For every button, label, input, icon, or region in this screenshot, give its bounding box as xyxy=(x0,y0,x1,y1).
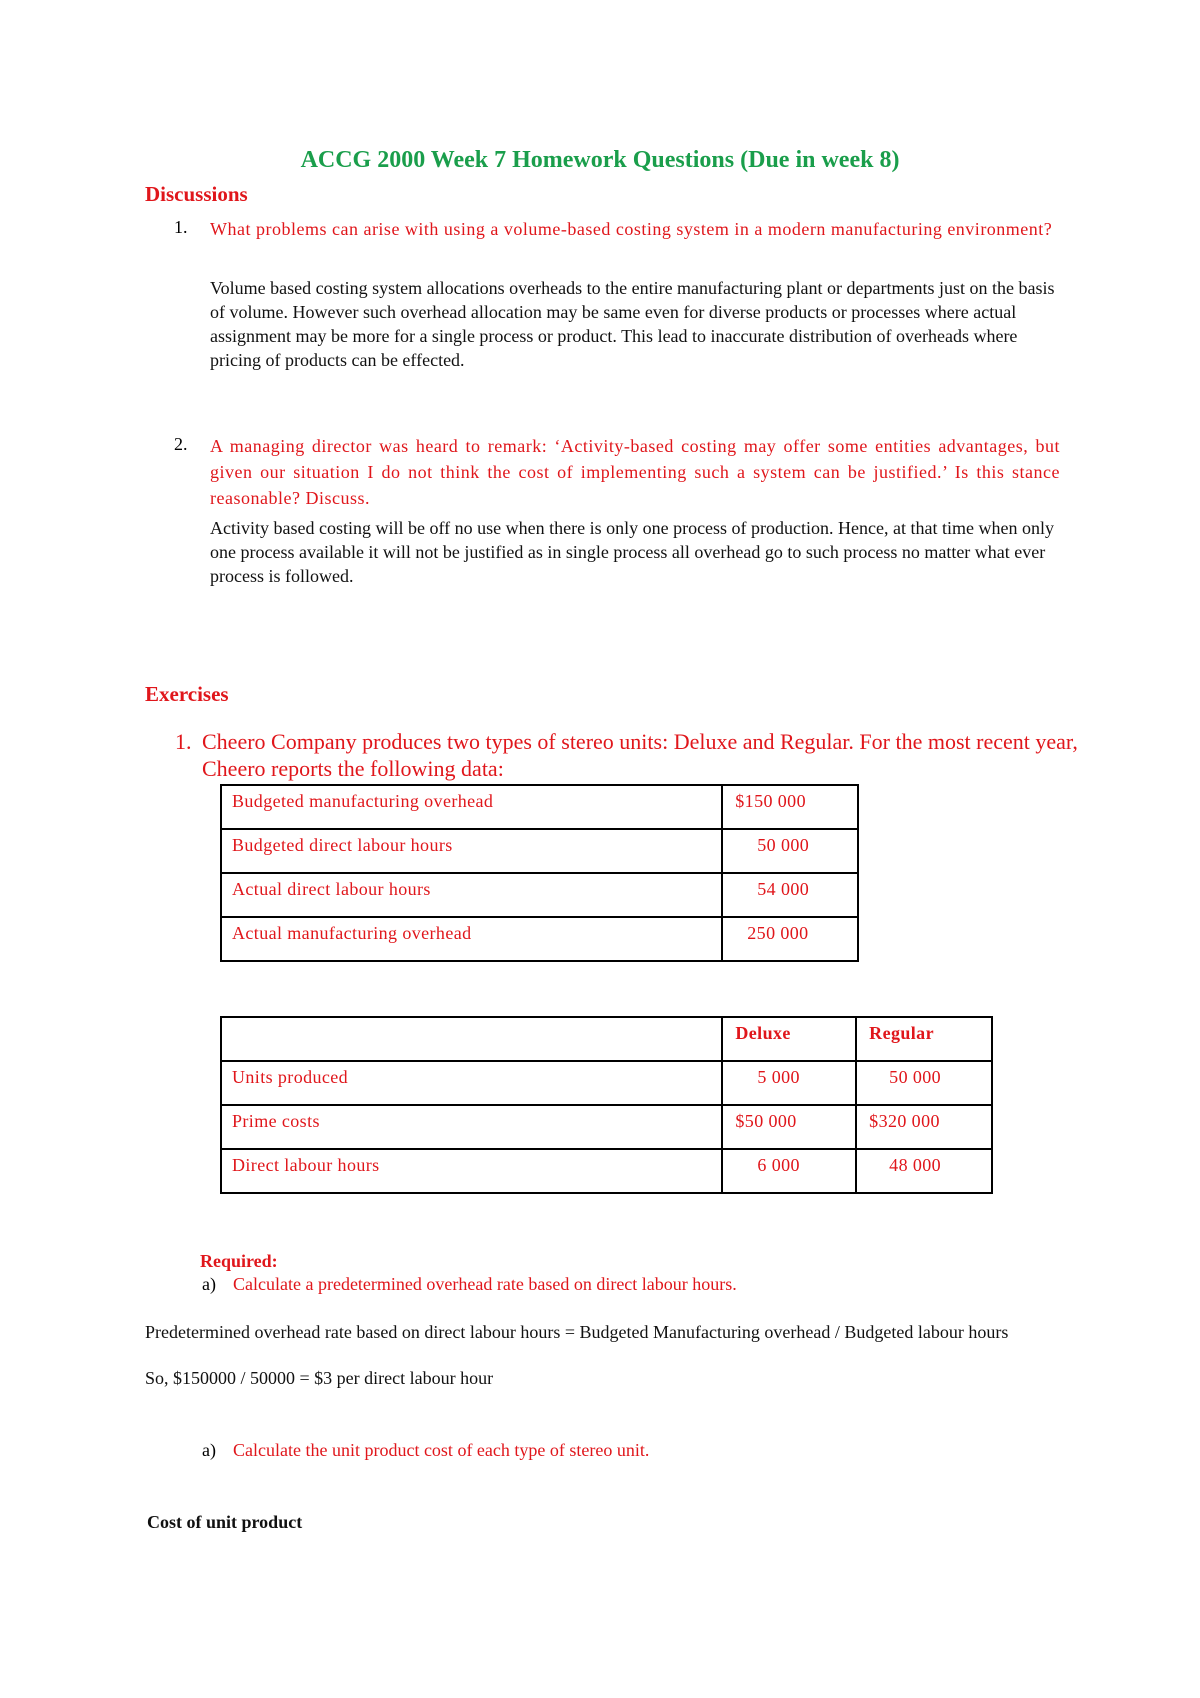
table-row xyxy=(221,1105,992,1149)
exercise-1-text: Cheero Company produces two types of stereo units: Deluxe and Regular. For the most recent year, Cheero reports the following data: xyxy=(202,729,1078,781)
discussion-1-answer: Volume based costing system allocations overheads to the entire manufacturing plant or departments just on the basis of volume. However such overhead allocation may be same even for diverse products or processes where actual assignment may be more for a single process or product. This lead to inaccurate distribution of overheads where pricing of products can be effected. xyxy=(210,278,1055,370)
document-title: ACCG 2000 Week 7 Homework Questions (Due in week 8) xyxy=(300,147,900,173)
table-row xyxy=(221,917,858,961)
table-cell-regular: 50 000 xyxy=(856,1061,992,1105)
table-cell-value: 54 000 xyxy=(722,873,858,917)
product-data-table xyxy=(220,1016,993,1194)
table-cell-label: Units produced xyxy=(221,1061,722,1105)
part-a-label: a) xyxy=(202,1274,216,1294)
table-cell-label: Actual manufacturing overhead xyxy=(221,917,722,961)
required-label: Required: xyxy=(200,1251,278,1271)
table-header-regular: Regular xyxy=(856,1017,992,1061)
table-cell-deluxe: 5 000 xyxy=(722,1061,856,1105)
table-cell-value: $150 000 xyxy=(722,785,858,829)
discussion-2-question: A managing director was heard to remark: ‘Activity-based costing may offer some entities advantages, but given our situation I do not think the cost of implementing such a system can be justified.’ Is this stance reasonable? Discuss. xyxy=(210,436,1060,508)
table-row xyxy=(221,873,858,917)
discussion-1-number: 1. xyxy=(174,217,188,237)
table-header-cell xyxy=(221,1017,722,1061)
table-cell-regular: 48 000 xyxy=(856,1149,992,1193)
table-cell-label: Prime costs xyxy=(221,1105,722,1149)
table-cell-label: Budgeted manufacturing overhead xyxy=(221,785,722,829)
discussion-2-number: 2. xyxy=(174,434,188,454)
discussions-heading: Discussions xyxy=(145,182,248,206)
table-cell-regular: $320 000 xyxy=(856,1105,992,1149)
part-b-text: Calculate the unit product cost of each type of stereo unit. xyxy=(233,1440,650,1460)
overhead-data-table xyxy=(220,784,859,962)
discussion-1-question: What problems can arise with using a volume-based costing system in a modern manufacturing environment? xyxy=(210,219,1053,239)
table-cell-deluxe: 6 000 xyxy=(722,1149,856,1193)
table-cell-label: Actual direct labour hours xyxy=(221,873,722,917)
table-cell-label: Direct labour hours xyxy=(221,1149,722,1193)
table-row xyxy=(221,1149,992,1193)
table-cell-value: 50 000 xyxy=(722,829,858,873)
table-header-row xyxy=(221,1017,992,1061)
cost-of-unit-product-heading: Cost of unit product xyxy=(147,1512,303,1532)
table-row xyxy=(221,829,858,873)
table-row xyxy=(221,1061,992,1105)
exercise-1-number: 1. xyxy=(175,729,192,754)
discussion-2-answer: Activity based costing will be off no use when there is only one process of production. Hence, at that time when only one process available it will not be justified as in single process all overhead go to such process no matter what ever process is followed. xyxy=(210,518,1054,586)
table-cell-label: Budgeted direct labour hours xyxy=(221,829,722,873)
table-cell-value: 250 000 xyxy=(722,917,858,961)
calculation-result: So, $150000 / 50000 = $3 per direct labour hour xyxy=(145,1368,494,1388)
exercises-heading: Exercises xyxy=(145,682,229,706)
calculation-formula: Predetermined overhead rate based on direct labour hours = Budgeted Manufacturing overhead / Budgeted labour hours xyxy=(145,1322,1009,1342)
table-header-deluxe: Deluxe xyxy=(722,1017,856,1061)
part-a-text: Calculate a predetermined overhead rate based on direct labour hours. xyxy=(233,1274,737,1294)
table-row xyxy=(221,785,858,829)
part-b-label: a) xyxy=(202,1440,216,1460)
table-cell-deluxe: $50 000 xyxy=(722,1105,856,1149)
